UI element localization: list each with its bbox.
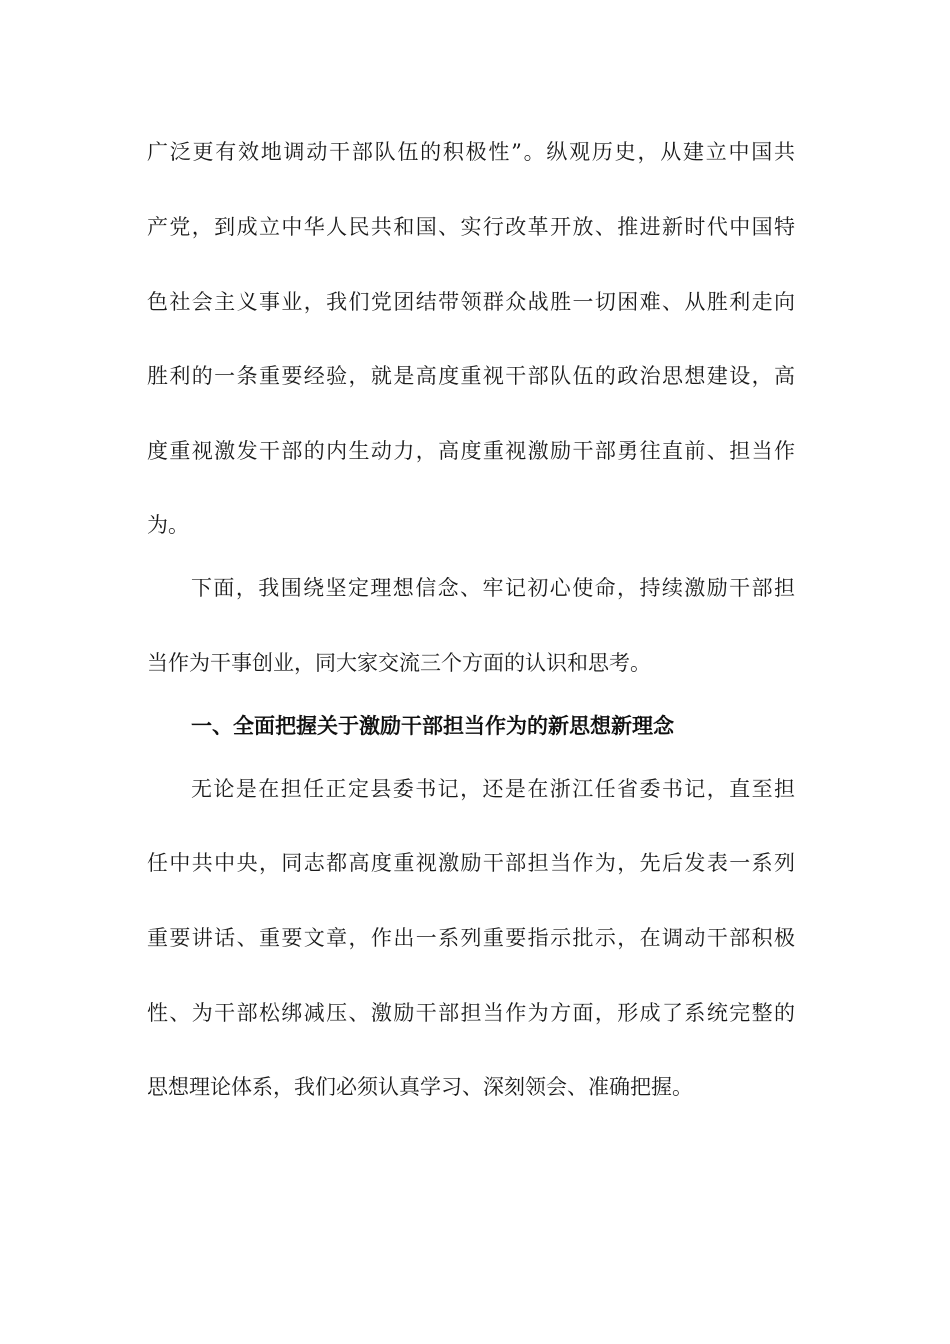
paragraph-3-line-3: 重要讲话、重要文章，作出一系列重要指示批示，在调动干部积极: [147, 926, 795, 950]
paragraph-1-line-1: 广泛更有效地调动干部队伍的积极性”。纵观历史，从建立中国共: [147, 140, 795, 164]
paragraph-1-line-6: 为。: [147, 513, 189, 537]
paragraph-1-line-3: 色社会主义事业，我们党团结带领群众战胜一切困难、从胜利走向: [147, 290, 795, 314]
paragraph-2-line-2: 当作为干事创业，同大家交流三个方面的认识和思考。: [147, 651, 651, 675]
paragraph-3-line-4: 性、为干部松绑减压、激励干部担当作为方面，形成了系统完整的: [147, 1001, 795, 1025]
paragraph-1-line-5: 度重视激发干部的内生动力，高度重视激励干部勇往直前、担当作: [147, 439, 795, 463]
paragraph-3-line-2: 任中共中央，同志都高度重视激励干部担当作为，先后发表一系列: [147, 851, 795, 875]
paragraph-1-line-4: 胜利的一条重要经验，就是高度重视干部队伍的政治思想建设，高: [147, 364, 795, 388]
paragraph-3-line-1: 无论是在担任正定县委书记，还是在浙江任省委书记，直至担: [191, 777, 795, 801]
paragraph-2-line-1: 下面，我围绕坚定理想信念、牢记初心使命，持续激励干部担: [191, 576, 795, 600]
paragraph-1-line-2: 产党，到成立中华人民共和国、实行改革开放、推进新时代中国特: [147, 215, 795, 239]
section-heading-1: 一、全面把握关于激励干部担当作为的新思想新理念: [191, 714, 674, 738]
paragraph-3-line-5: 思想理论体系，我们必须认真学习、深刻领会、准确把握。: [147, 1075, 693, 1099]
